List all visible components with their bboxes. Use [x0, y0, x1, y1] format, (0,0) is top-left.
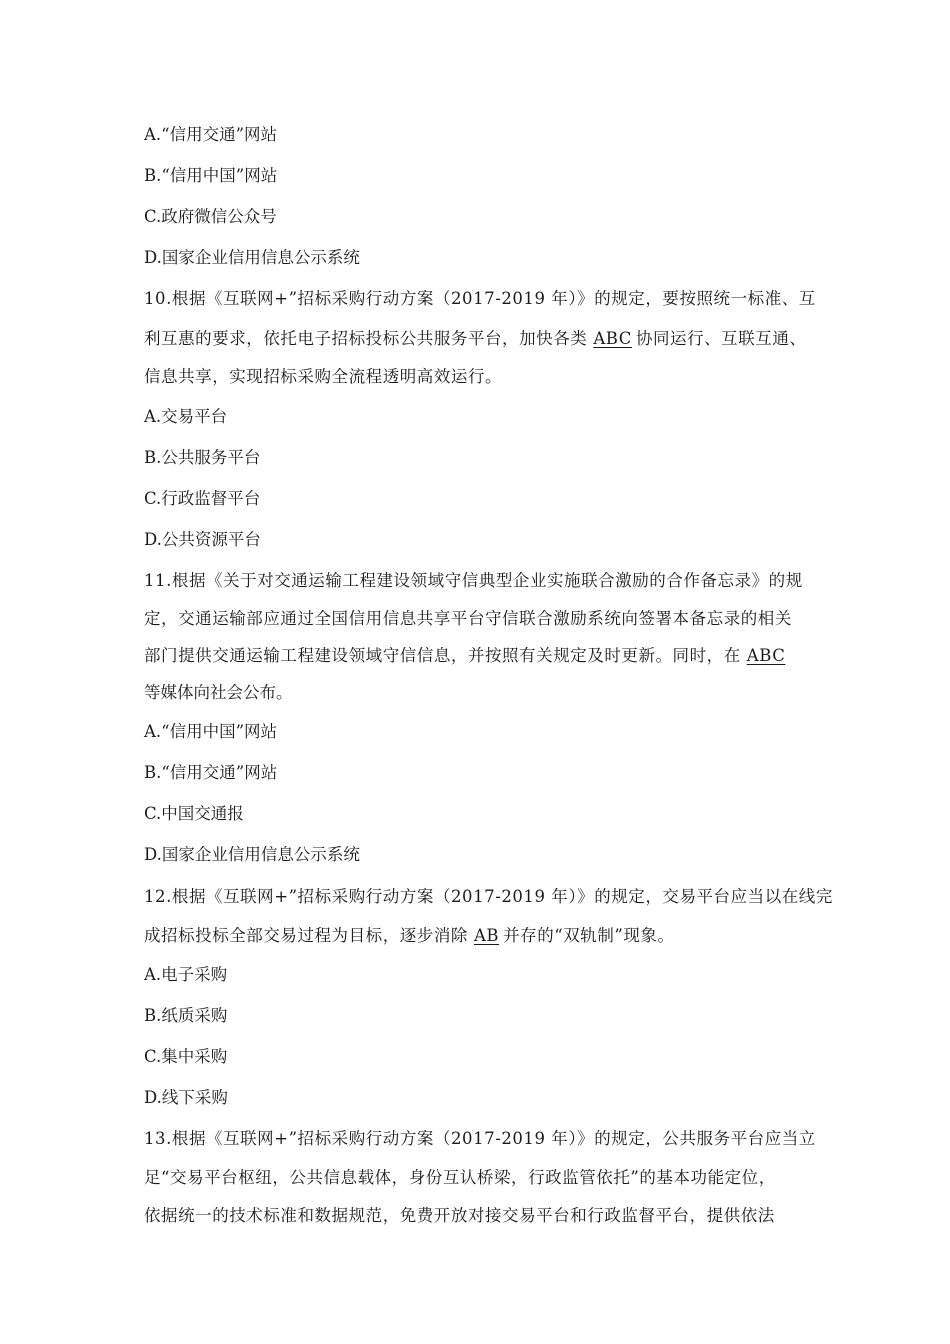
q9-option-a: A.“信用交通”网站 — [144, 125, 278, 144]
q13-text-line-3: 依据统一的技术标准和数据规范，免费开放对接交易平台和行政监督平台，提供依法 — [144, 1206, 775, 1225]
q10-text-line-1: 10.根据《互联网+”招标采购行动方案（2017-2019 年）》的规定，要按照统一标准、互 — [144, 289, 816, 308]
q9-option-b: B.“信用中国”网站 — [144, 166, 278, 185]
q11-text-line-3 — [144, 645, 789, 667]
q10-answer: ABC — [593, 329, 632, 348]
q11-option-c: C.中国交通报 — [144, 804, 244, 823]
q9-option-c: C.政府微信公众号 — [144, 207, 277, 226]
q12-option-c: C.集中采购 — [144, 1047, 228, 1066]
q12-option-d: D.线下采购 — [144, 1088, 228, 1107]
q12-text-line-1: 12.根据《互联网+”招标采购行动方案（2017-2019 年）》的规定，交易平台应当以在线完 — [144, 887, 833, 906]
q13-text-line-2: 足“交易平台枢纽，公共信息载体，身份互认桥梁，行政监管依托”的基本功能定位， — [144, 1168, 776, 1187]
q12-option-a: A.电子采购 — [144, 965, 228, 984]
q12-answer: AB — [473, 926, 500, 945]
q10-text-after-answer: 协同运行、互联互通、 — [635, 329, 807, 348]
q12-text-line-2 — [144, 925, 675, 947]
q10-text-line-2 — [144, 328, 806, 350]
q10-option-b: B.公共服务平台 — [144, 448, 261, 467]
q10-option-d: D.公共资源平台 — [144, 530, 261, 549]
q11-option-a: A.“信用中国”网站 — [144, 722, 278, 741]
q12-text-before-answer: 成招标投标全部交易过程为目标，逐步消除 — [144, 926, 468, 945]
q10-option-a: A.交易平台 — [144, 407, 228, 426]
q10-option-c: C.行政监督平台 — [144, 489, 261, 508]
q12-option-b: B.纸质采购 — [144, 1006, 228, 1025]
q11-text-line-1: 11.根据《关于对交通运输工程建设领域守信典型企业实施联合激励的合作备忘录》的规 — [144, 571, 803, 590]
q11-text-line-2: 定，交通运输部应通过全国信用信息共享平台守信联合激励系统向签署本备忘录的相关 — [144, 609, 792, 628]
q11-option-b: B.“信用交通”网站 — [144, 763, 278, 782]
q11-answer: ABC — [746, 646, 786, 665]
q11-option-d: D.国家企业信用信息公示系统 — [144, 845, 360, 864]
q12-text-after-answer: 并存的“双轨制”现象。 — [503, 926, 675, 945]
q11-text-line-4: 等媒体向社会公布。 — [144, 683, 293, 702]
q9-option-d: D.国家企业信用信息公示系统 — [144, 248, 360, 267]
q10-text-before-answer: 利互惠的要求，依托电子招标投标公共服务平台，加快各类 — [144, 329, 588, 348]
q11-text-before-answer: 部门提供交通运输工程建设领域守信信息，并按照有关规定及时更新。同时，在 — [144, 646, 741, 665]
q10-text-line-3: 信息共享，实现招标采购全流程透明高效运行。 — [144, 367, 503, 386]
q13-text-line-1: 13.根据《互联网+”招标采购行动方案（2017-2019 年）》的规定，公共服务平台应当立 — [144, 1129, 816, 1148]
